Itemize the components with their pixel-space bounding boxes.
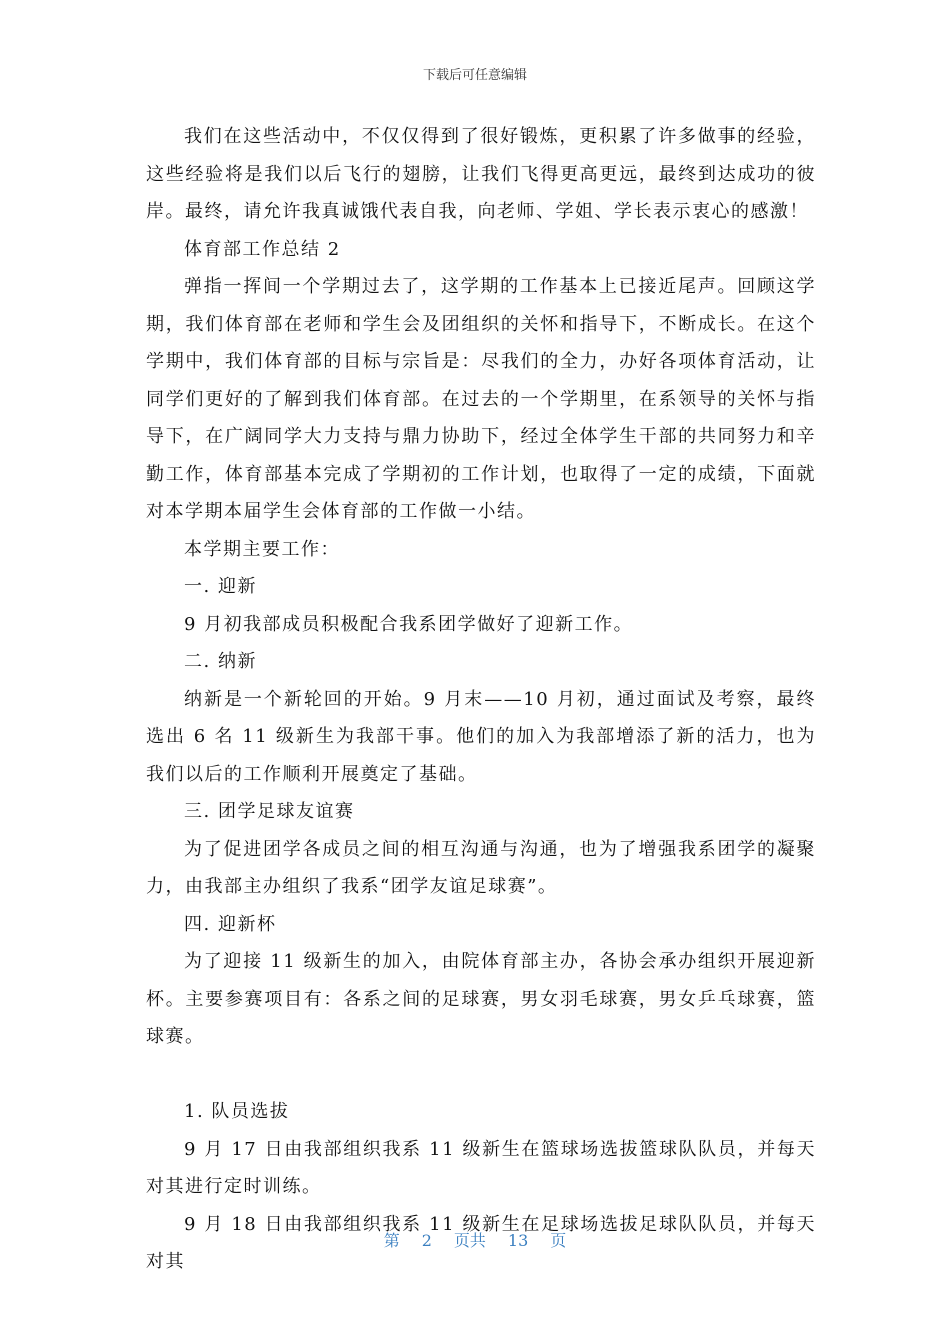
paragraph: 9 月 18 日由我部组织我系 11 级新生在足球场选拔足球队队员，并每天对其 bbox=[146, 1213, 816, 1272]
paragraph: 为了迎接 11 级新生的加入，由院体育部主办，各协会承办组织开展迎新杯。主要参赛项目有：各系之间的足球赛，男女羽毛球赛，男女乒乓球赛，篮球赛。 bbox=[146, 951, 816, 1047]
paragraph: 弹指一挥间一个学期过去了，这学期的工作基本上已接近尾声。回顾这学期，我们体育部在老师和学生会及团组织的关怀和指导下，不断成长。在这个学期中，我们体育部的目标与宗旨是：尽我们的全力，办好各项体育活动，让同学们更好的了解到我们体育部。在过去的一个学期里，在系领导的关怀与指导下，在广阔同学大力支持与鼎力协助下，经过全体学生干部的共同努力和辛勤工作，体育部基本完成了学期初的工作计划，也取得了一定的成绩，下面就对本学期本届学生会体育部的工作做一小结。 bbox=[146, 276, 816, 522]
paragraph: 为了促进团学各成员之间的相互沟通与沟通，也为了增强我系团学的凝聚力，由我部主办组织了我系“团学友谊足球赛”。 bbox=[146, 838, 816, 897]
section-heading: 1. 队员选拔 bbox=[184, 1101, 290, 1122]
section-heading: 二. 纳新 bbox=[184, 651, 257, 672]
paragraph: 9 月初我部成员积极配合我系团学做好了迎新工作。 bbox=[184, 613, 634, 635]
page-footer bbox=[0, 1228, 950, 1251]
page-of: 页共 bbox=[453, 1231, 486, 1250]
paragraph: 我们在这些活动中，不仅仅得到了很好锻炼，更积累了许多做事的经验，这些经验将是我们以后飞行的翅膀，让我们飞得更高更远，最终到达成功的彼岸。最终，请允许我真诚饿代表自我，向老师、学姐、学长表示衷心的感激！ bbox=[146, 126, 816, 222]
section-title: 体育部工作总结 2 bbox=[184, 238, 341, 260]
paragraph: 本学期主要工作： bbox=[184, 538, 340, 560]
section-heading: 四. 迎新杯 bbox=[184, 913, 277, 935]
page-current: 2 bbox=[421, 1231, 432, 1250]
page-unit: 页 bbox=[550, 1231, 567, 1250]
paragraph: 9 月 17 日由我部组织我系 11 级新生在篮球场选拔篮球队队员，并每天对其进行定时训练。 bbox=[146, 1138, 816, 1197]
document-body bbox=[146, 118, 816, 1281]
page-label: 第 bbox=[383, 1231, 400, 1250]
section-heading: 一. 迎新 bbox=[184, 576, 257, 597]
paragraph: 纳新是一个新轮回的开始。9 月末——10 月初，通过面试及考察，最终选出 6 名 11 级新生为我部干事。他们的加入为我部增添了新的活力，也为我们以后的工作顺利开展奠定了基础。 bbox=[146, 688, 816, 785]
page-total: 13 bbox=[507, 1231, 529, 1250]
page-header: 下载后可任意编辑 bbox=[422, 68, 527, 83]
section-heading: 三. 团学足球友谊赛 bbox=[184, 801, 355, 822]
